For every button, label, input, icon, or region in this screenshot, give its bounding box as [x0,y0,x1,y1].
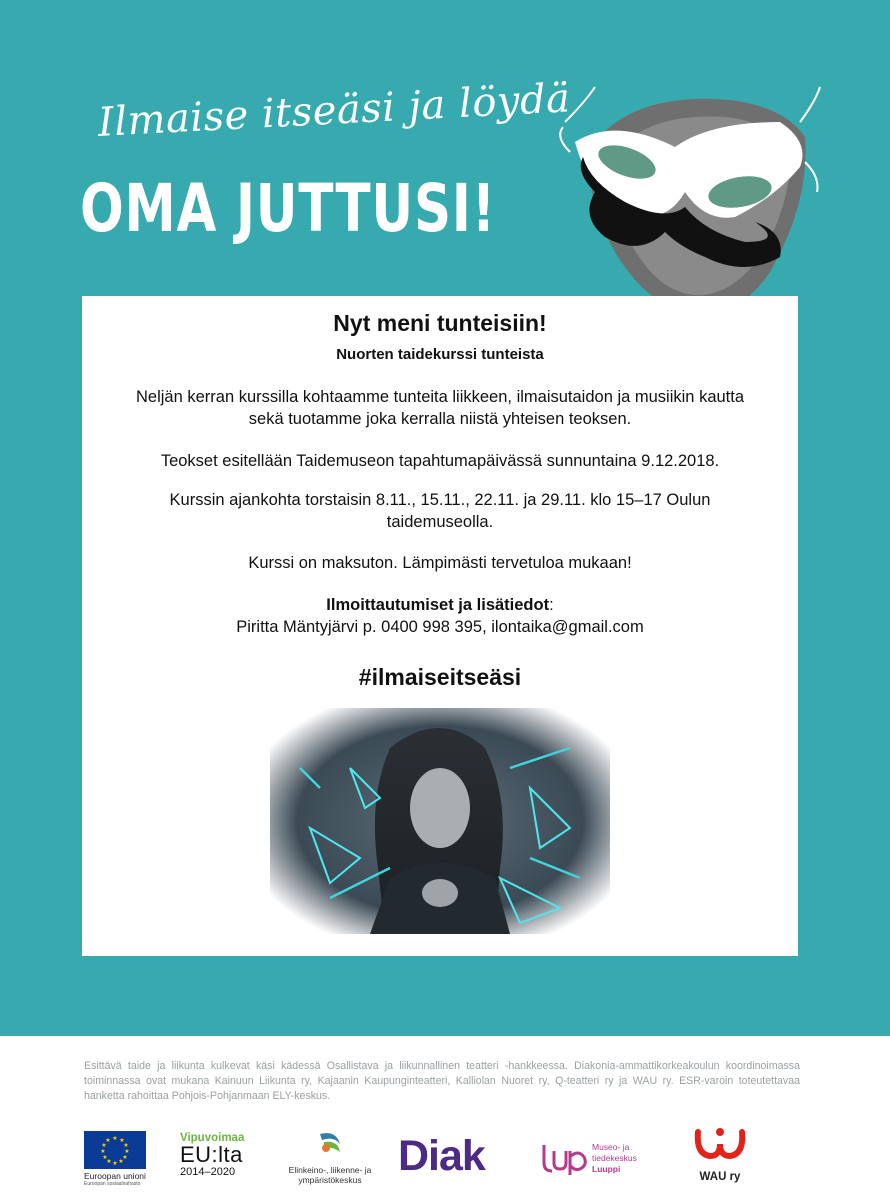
hashtag: #ilmaiseitseäsi [358,664,522,690]
svg-text:★: ★ [124,1148,130,1155]
svg-text:★: ★ [122,1154,128,1161]
exhibition-info: Teokset esitellään Taidemuseon tapahtumapäivässä sunnuntaina 9.12.2018. [160,452,720,470]
svg-text:★: ★ [112,1160,118,1167]
ely-name [280,1165,380,1185]
svg-text:★: ★ [123,1142,129,1149]
ely-name-line1: Elinkeino-, liikenne- ja [288,1165,372,1175]
theatre-mask-illustration [555,82,825,322]
contact-block [122,594,758,638]
luuppi-logo [540,1137,650,1185]
eu-flag-icon [84,1131,146,1169]
diak-logo: Diak [398,1132,485,1180]
luuppi-name-line3: Luuppi [592,1164,621,1174]
wau-logo [685,1124,755,1188]
wau-symbol-icon [690,1124,750,1164]
luuppi-symbol-icon [540,1137,590,1177]
svg-text:★: ★ [101,1142,107,1149]
card-title: Nyt meni tunteisiin! [333,310,547,336]
course-schedule: Kurssin ajankohta torstaisin 8.11., 15.11., 22.11. ja 29.11. klo 15–17 Oulun taidemuseolla. [169,491,711,531]
vipuvoimaa-years: 2014–2020 [180,1166,236,1178]
svg-text:★: ★ [112,1135,118,1142]
eu-logo [84,1131,148,1189]
girl-portrait-image [270,708,610,934]
svg-text:★: ★ [119,1137,125,1144]
contact-colon: : [549,596,554,614]
course-description: Neljän kerran kurssilla kohtaamme tunteita liikkeen, ilmaisutaidon ja musiikin kautta sekä tuotamme joka kerralla niistä yhteisen teoksen. [135,388,745,428]
luuppi-name-line2: tiedekeskus [592,1153,637,1163]
luuppi-name [592,1142,637,1175]
eu-fund-name: Euroopan sosiaalirahasto [84,1181,141,1187]
svg-text:★: ★ [118,1158,124,1165]
svg-text:★: ★ [105,1137,111,1144]
vipuvoimaa-eu: EU:lta [180,1142,243,1167]
vipuvoimaa-title: Vipuvoimaa [180,1132,245,1144]
ely-leaf-icon [316,1130,344,1156]
vipuvoimaa-logo [180,1132,260,1187]
project-footer-text: Esittävä taide ja liikunta kulkevat käsi kädessä Osallistava ja liikunnallinen teatteri -hankkeessa. Diakonia-ammattikorkeakoulun koordinoimassa toiminnassa ovat mukana Kainuun Liikunta ry, Kajaanin Kaupunginteatteri, Kalliolan Nuoret ry, Q-teatteri ry ja WAU ry. ESR-varoin toteutettavaa hanketta rahoittaa Pohjois-Pohjanmaan ELY-keskus. [84,1060,800,1102]
wau-name: WAU ry [699,1171,741,1183]
contact-details: Piritta Mäntyjärvi p. 0400 998 395, ilontaika@gmail.com [236,618,644,636]
svg-text:★: ★ [106,1158,112,1165]
svg-text:★: ★ [102,1154,108,1161]
ely-centre-logo [280,1130,380,1190]
event-info-card [82,296,798,956]
eu-name: Euroopan unioni [84,1171,146,1181]
contact-label: Ilmoittautumiset ja lisätiedot [326,596,550,614]
hero-script-title: Ilmaise itseäsi ja löydä [96,75,572,146]
svg-text:★: ★ [100,1148,106,1155]
course-fee-info: Kurssi on maksuton. Lämpimästi tervetuloa mukaan! [248,554,632,572]
luuppi-name-line1: Museo- ja [592,1142,630,1152]
card-subtitle: Nuorten taidekurssi tunteista [336,346,544,363]
hero-main-title: OMA JUTTUSI! [80,170,497,247]
ely-name-line2: ympäristökeskus [298,1175,362,1185]
